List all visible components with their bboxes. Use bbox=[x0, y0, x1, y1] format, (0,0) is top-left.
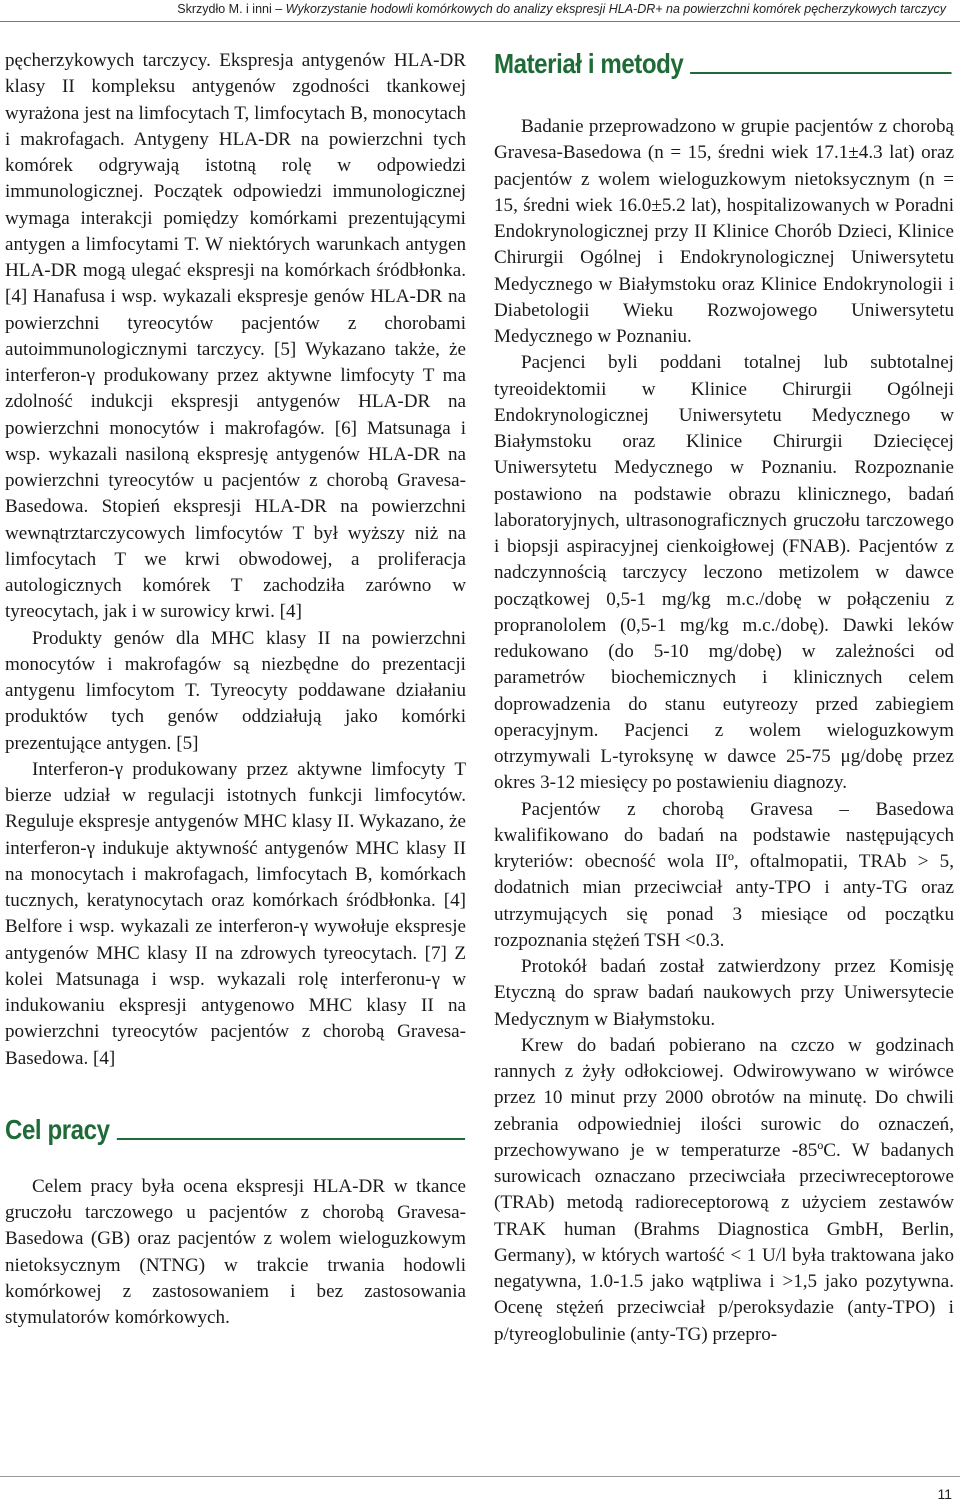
body-paragraph: Pacjentów z chorobą Gravesa – Basedowa kwalifikowano do badań na podstawie następujących kryteriów: obecność wola IIº, oftalmopatii, TRAb > 5, dodatnich mian przeciwciał anty-TPO i anty-TG oraz utrzymujących się ponad 3 miesiące od początku rozpoznania stężeń TSH <0.3. bbox=[494, 798, 954, 951]
right-column bbox=[494, 48, 954, 1348]
body-paragraph: Pacjenci byli poddani totalnej lub subtotalnej tyreoidektomii w Klinice Chirurgii Ogólneji Endokrynologicznej Uniwersytetu Medycznego w Białymstoku oraz Klinice Chirurgii Dziecięcej Uniwersytetu Medycznego w Poznaniu. Rozpoznanie postawiono na podstawie obrazu klinicznego, badań laboratoryjnych, ultrasonograficznych gruczołu tarczowego i biopsji aspiracyjnej cienkoigłowej (FNAB). Pacjentów z nadczynnością tarczycy leczono metizolem w dawce początkowej 0,5-1 mg/kg m.c./dobę w połączeniu z propranololem (0,5-1 mg/kg m.c./dobę). Dawki leków redukowano (do 5-10 mg/dobę) w zależności od parametrów biochemicznych i klinicznych celem doprowadzenia do stanu eutyreozy przed zabiegiem operacyjnym. Pacjenci z wolem wieloguzkowym otrzymywali L-tyroksynę w dawce 25-75 μg/dobę przez okres 3-12 miesięcy po postawieniu diagnozy. bbox=[494, 352, 954, 794]
body-paragraph: Badanie przeprowadzono w grupie pacjentów z chorobą Gravesa-Basedowa (n = 15, średni wiek 17.1±4.3 lat) oraz pacjentów z wolem wieloguzkowym nietoksycznym (n = 15, średni wiek 16.0±5.2 lat), hospitalizowanych w Poradni Endokrynologicznej przy II Klinice Chorób Dzieci, Klinice Chirurgii Ogólnej i Endokrynologicznej Uniwersytetu Medycznego w Białymstoku oraz Klinice Endokrynologii i Diabetologii Wieku Rozwojowego Uniwersytetu Medycznego w Poznaniu. bbox=[494, 116, 954, 347]
header-rule bbox=[0, 21, 960, 22]
running-header bbox=[0, 0, 960, 22]
section-heading-text: Materiał i metody bbox=[494, 48, 684, 79]
body-paragraph: Interferon-γ produkowany przez aktywne limfocyty T bierze udział w regulacji istotnych funkcji limfocytów. Reguluje ekspresje antygenów MHC klasy II. Wykazano, że interferon-γ indukuje aktywność antygenów MHC klasy II na monocytach i makrofagach, limfocytach B, komórkach tucznych, keratynocytach oraz komórkach śródbłonka. [4] Belfore i wsp. wykazali ze interferon-γ wywołuje ekspresje antygenów MHC klasy II na zdrowych tyreocytach. [7] Z kolei Matsunaga i wsp. wykazali rolę interferonu-γ w indukowaniu ekspresji antygenowo MHC klasy II na powierzchni tyreocytów pacjentów z chorobą Gravesa-Basedowa. [4] bbox=[5, 758, 466, 1069]
running-head-authors: Skrzydło M. i inni – bbox=[177, 2, 283, 16]
body-paragraph: Celem pracy była ocena ekspresji HLA-DR w tkance gruczołu tarczowego u pacjentów z chorobą Gravesa-Basedowa (GB) oraz pacjentów z wolem wieloguzkowym nietoksycznym (NTNG) w trakcie trwania hodowli komórkowej z zastosowaniem i bez zastosowania stymulatorów komórkowych. bbox=[5, 1175, 466, 1328]
section-heading-text: Cel pracy bbox=[5, 1113, 110, 1145]
body-paragraph: Protokół badań został zatwierdzony przez Komisję Etyczną do spraw badań naukowych przy Uniwersytecie Medycznym w Białymstoku. bbox=[494, 956, 954, 1030]
left-column bbox=[5, 48, 466, 1331]
section-heading bbox=[5, 1114, 465, 1146]
section-heading-wrap bbox=[5, 1114, 466, 1146]
page-number: 11 bbox=[937, 1486, 952, 1502]
heading-rule bbox=[116, 1138, 465, 1140]
heading-rule bbox=[690, 72, 951, 74]
running-head-title: Wykorzystanie hodowli komórkowych do analizy ekspresji HLA-DR+ na powierzchni komórek pęcherzykowych tarczycy bbox=[285, 2, 946, 16]
footer-rule bbox=[0, 1476, 960, 1477]
body-paragraph: pęcherzykowych tarczycy. Ekspresja antygenów HLA-DR klasy II kompleksu antygenów zgodności tkankowej wyrażona jest na limfocytach T, limfocytach B, monocytach i makrofagach. Antygeny HLA-DR na powierzchni tych komórek odgrywają istotną rolę w odpowiedzi immunologicznej. Początek odpowiedzi immunologicznej wymaga interakcji pomiędzy komórkami prezentującymi antygen a limfocytami T. W niektórych warunkach antygen HLA-DR mogą ulegać ekspresji na komórkach śródbłonka. [4] Hanafusa i wsp. wykazali ekspresje genów HLA-DR na powierzchni tyreocytów pacjentów z chorobami autoimmunologicznymi tarczycy. [5] Wykazano także, że interferon-γ produkowany przez aktywne limfocyty T ma zdolność indukcji ekspresji antygenów HLA-DR na powierzchni monocytów i makrofagów. [6] Matsunaga i wsp. wykazali nasiloną ekspresję antygenów HLA-DR na powierzchni tyreocytów u pacjentów z chorobą Gravesa-Basedowa. Stopień ekspresji HLA-DR na powierzchni wewnątrztarczycowych limfocytów T był wyższy niż na limfocytach T we krwi obwodowej, a proliferacja autologicznych komórek T zachodziła zarówno w tyreocytach, jak i w surowicy krwi. [4] bbox=[5, 50, 466, 623]
body-paragraph: Produkty genów dla MHC klasy II na powierzchni monocytów i makrofagów są niezbędne do prezentacji antygenu limfocytom T. Tyreocyty poddawane działaniu produktów tych genów oddziałują jako komórki prezentujące antygen. [5] bbox=[5, 627, 466, 754]
body-paragraph: Krew do badań pobierano na czczo w godzinach rannych z żyły odłokciowej. Odwirowywano w wirówce przez 10 minut przy 2000 obrotów na minutę. Do chwili zebrania odpowiedniej ilości surowic do oznaczeń, przechowywano je w temperaturze -85ºC. W badanych surowicach oznaczano przeciwciała przeciwreceptorowe (TRAb) metodą radioreceptorową z użyciem zestawów TRAK human (Brahms Diagnostica GmbH, Berlin, Germany), w których wartość < 1 U/l była traktowana jako negatywna, 1.0-1.5 jako wątpliwa i >1,5 jako pozytywna. Ocenę stężeń przeciwciał p/peroksydazie (anty-TPO) i p/tyreoglobulinie (anty-TG) przepro- bbox=[494, 1034, 954, 1345]
section-heading bbox=[494, 48, 952, 80]
